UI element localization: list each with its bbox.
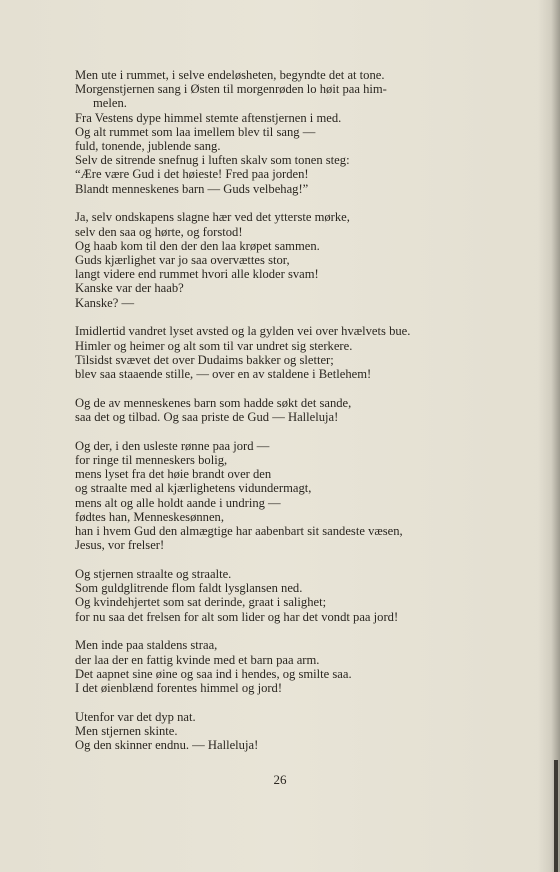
page-text — [75, 68, 515, 767]
poem-line: Som guldglitrende flom faldt lysglansen ned. — [75, 581, 303, 596]
poem-line: Og stjernen straalte og straalte. — [75, 567, 232, 582]
stanza — [75, 68, 515, 196]
poem-line: fuld, tonende, jublende sang. — [75, 139, 221, 154]
poem-line: Det aapnet sine øine og saa ind i hendes, og smilte saa. — [75, 666, 352, 681]
poem-line: Ja, selv ondskapens slagne hær ved det ytterste mørke, — [75, 210, 350, 225]
stanza — [75, 396, 515, 424]
poem-line: Og kvindehjertet som sat derinde, graat i salighet; — [75, 595, 327, 610]
poem-line: for ringe til menneskers bolig, — [75, 453, 228, 468]
page-edge-mark — [554, 760, 558, 872]
poem-line: Kanske var der haab? — [75, 281, 184, 296]
poem-line: I det øienblænd forentes himmel og jord! — [75, 681, 283, 696]
poem-line: Jesus, vor frelser! — [75, 538, 165, 553]
page-number: 26 — [273, 772, 287, 787]
poem-line: blev saa staaende stille, — over en av staldene i Betlehem! — [75, 367, 372, 382]
stanza — [75, 210, 515, 309]
poem-line: Og alt rummet som laa imellem blev til sang — — [75, 124, 316, 139]
poem-line: Blandt menneskenes barn — Guds velbehag!” — [75, 181, 309, 196]
poem-line: Imidlertid vandret lyset avsted og la gylden vei over hvælvets bue. — [75, 324, 411, 339]
poem-line: Utenfor var det dyp nat. — [75, 709, 196, 724]
poem-line: langt videre end rummet hvori alle kloder svam! — [75, 267, 319, 282]
poem-line: Og de av menneskenes barn som hadde søkt det sande, — [75, 395, 352, 410]
poem-line: Tilsidst svævet det over Dudaims bakker og sletter; — [75, 352, 334, 367]
poem-line: og straalte med al kjærlighetens vidundermagt, — [75, 481, 312, 496]
poem-line: Fra Vestens dype himmel stemte aftenstjernen i med. — [75, 110, 342, 125]
poem-line: Guds kjærlighet var jo saa overvættes stor, — [75, 253, 290, 268]
poem-line: for nu saa det frelsen for alt som lider og har det vondt paa jord! — [75, 609, 399, 624]
poem-line: Men inde paa staldens straa, — [75, 638, 218, 653]
poem-line: Og den skinner endnu. — Halleluja! — [75, 738, 259, 753]
stanza — [75, 567, 515, 624]
page-edge-shadow — [538, 0, 560, 872]
poem-line: Og haab kom til den der den laa krøpet sammen. — [75, 238, 320, 253]
poem-line: Selv de sitrende snefnug i luften skalv som tonen steg: — [75, 153, 350, 168]
poem-line: melen. — [93, 96, 127, 111]
poem-line: Himler og heimer og alt som til var undret sig sterkere. — [75, 338, 353, 353]
stanza — [75, 324, 515, 381]
poem-line: Men ute i rummet, i selve endeløsheten, begyndte det at tone. — [75, 68, 385, 82]
poem-line: mens alt og alle holdt aande i undring — — [75, 495, 281, 510]
poem-line: Men stjernen skinte. — [75, 724, 178, 739]
stanza — [75, 638, 515, 695]
poem-line: fødtes han, Menneskesønnen, — [75, 509, 224, 524]
poem-line: der laa der en fattig kvinde med et barn paa arm. — [75, 652, 320, 667]
poem-line: Kanske? — — [75, 295, 135, 310]
poem-line: “Ære være Gud i det høieste! Fred paa jorden! — [75, 167, 309, 182]
stanza — [75, 439, 515, 553]
stanza — [75, 710, 515, 753]
poem-line: Morgenstjernen sang i Østen til morgenrøden lo høit paa him- — [75, 82, 387, 97]
poem-line: han i hvem Gud den almægtige har aabenbart sit sandeste væsen, — [75, 524, 403, 539]
poem-line: mens lyset fra det høie brandt over den — [75, 467, 272, 482]
poem-line: Og der, i den usleste rønne paa jord — — [75, 438, 270, 453]
poem-line: selv den saa og hørte, og forstod! — [75, 224, 243, 239]
poem-line: saa det og tilbad. Og saa priste de Gud — Halleluja! — [75, 410, 339, 425]
